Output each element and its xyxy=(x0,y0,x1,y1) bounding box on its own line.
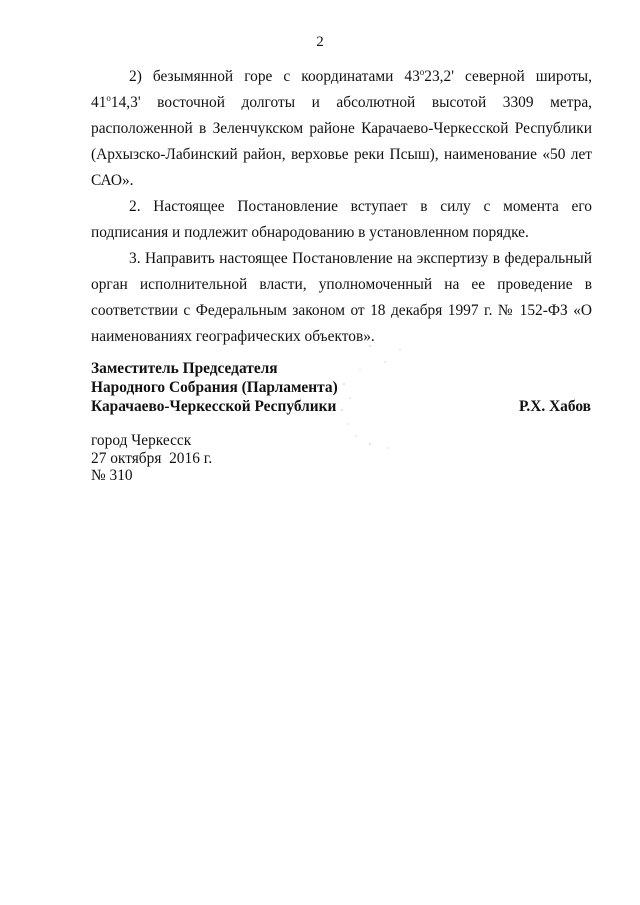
paragraph-expertise-referral: 3. Направить настоящее Постановление на экспертизу в федеральный орган исполнительной власти, уполномоченный на ее проведение в соответствии с Федеральным законом от 18 декабря 1997 г. № 152-ФЗ «О наименованиях географических объектов». xyxy=(91,250,592,345)
signatory-title-line-3: Карачаево-Черкесской Республики xyxy=(91,398,337,415)
paragraph-effective-date: 2. Настоящее Постановление вступает в силу с момента его подписания и подлежит обнародованию в установленном порядке. xyxy=(91,198,592,241)
footer-city: город Черкесск xyxy=(91,432,192,449)
signatory-title xyxy=(91,359,592,416)
footer-date: 27 октября 2016 г. xyxy=(91,449,213,467)
signatory-name: Р.Х. Хабов xyxy=(518,398,591,415)
document-footer xyxy=(91,432,212,485)
document-body xyxy=(91,64,592,350)
footer-number: № 310 xyxy=(91,467,133,484)
degree-sign: o xyxy=(106,93,111,103)
paragraph-item-2-geographic-object: 2) безымянной горе с координатами 43$^o$23,2' северной широты, 41$^o$14,3' восточной долготы и абсолютной высотой 3309 метра, расположенной в Зеленчукском районе Карачаево-Черкесской Республики (Архызско-Лабинский район, верховье реки Псыш), наименование «50 лет САО». xyxy=(91,67,592,189)
degree-sign: o xyxy=(419,67,425,77)
signatory-title-line-2: Народного Собрания (Парламента) xyxy=(91,379,338,396)
page-number: 2 xyxy=(316,34,324,50)
signatory-title-line-1: Заместитель Председателя xyxy=(91,360,278,377)
